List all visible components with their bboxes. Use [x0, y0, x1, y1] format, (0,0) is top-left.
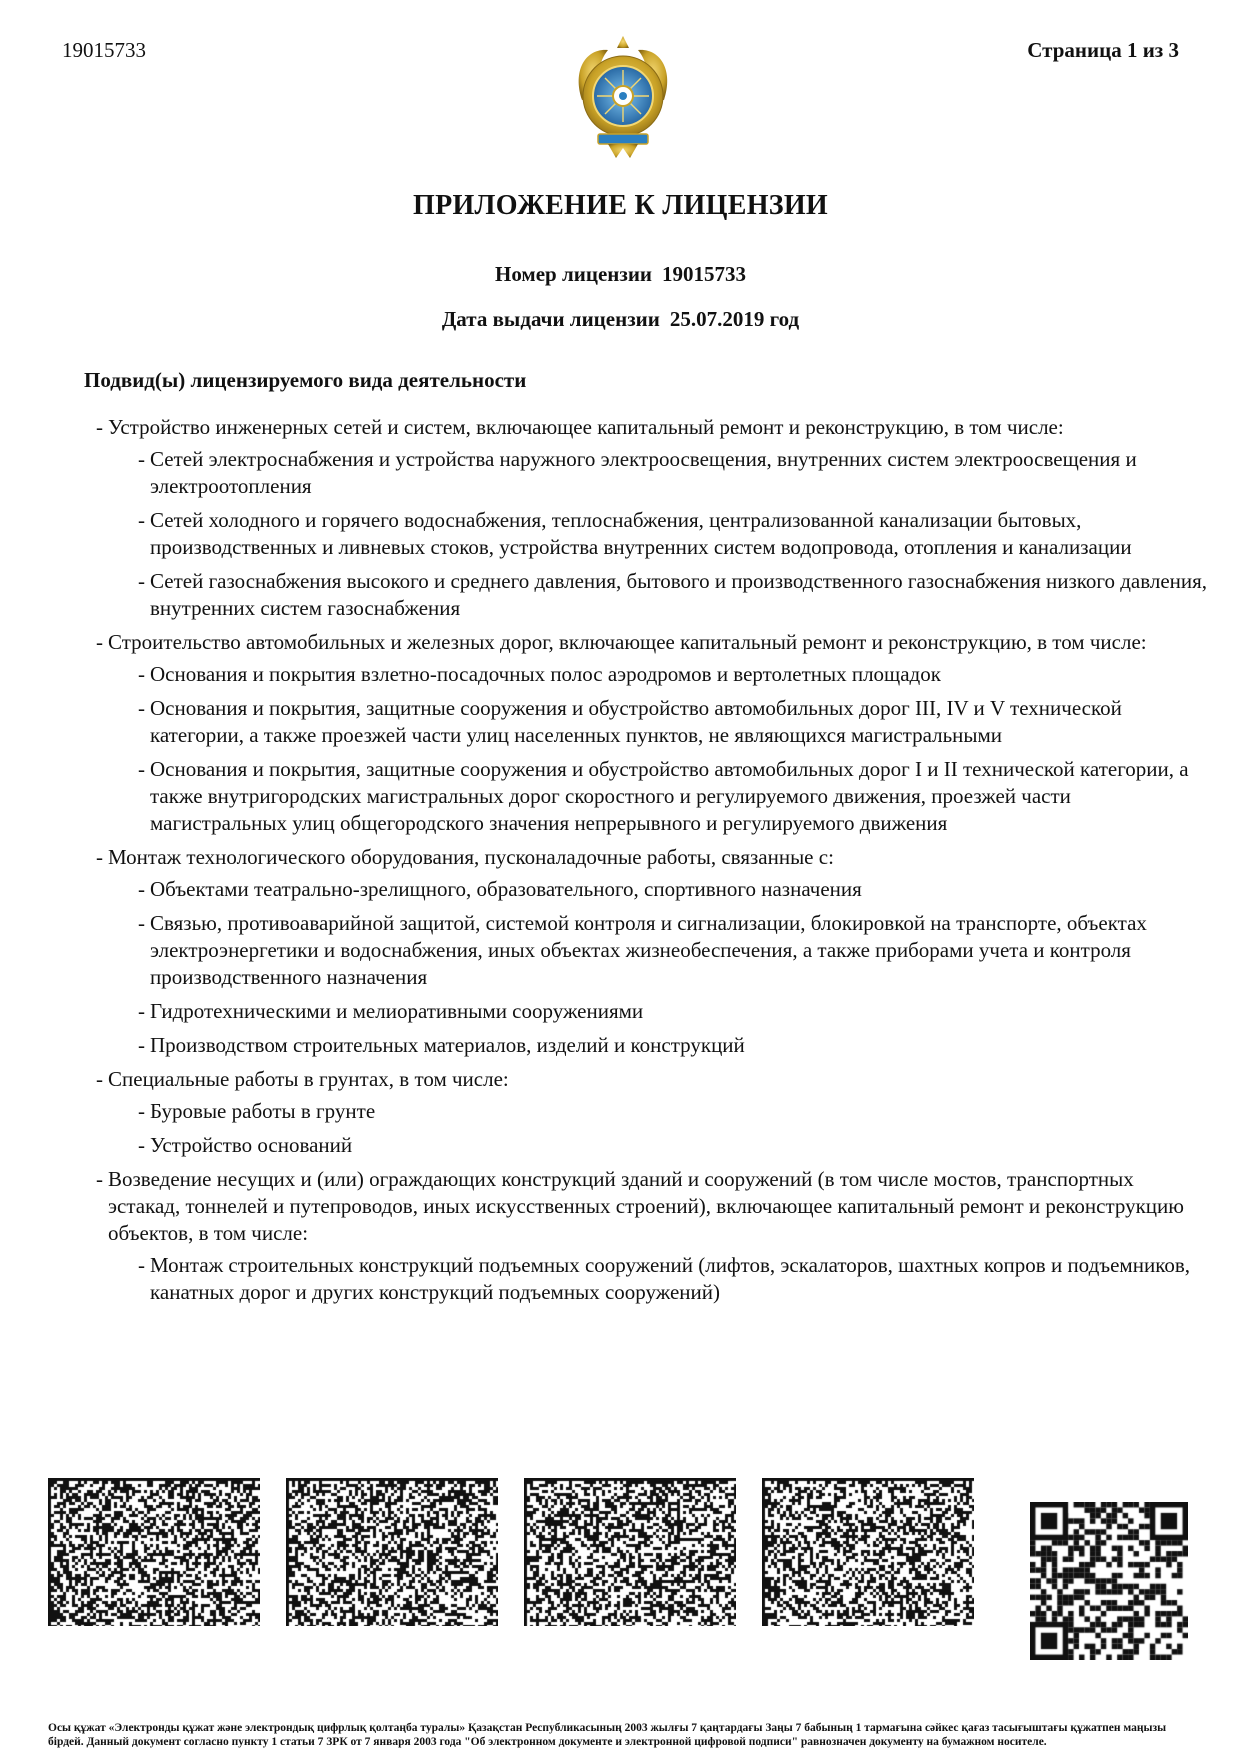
activity-subitem: - Объектами театрально-зрелищного, образовательного, спортивного назначения	[132, 876, 1210, 903]
activity-item: - Специальные работы в грунтах, в том числе:	[90, 1066, 1210, 1093]
activity-sublist	[132, 1252, 1210, 1306]
barcode-1	[48, 1478, 260, 1626]
activity-sublist	[132, 661, 1210, 837]
activity-subitem: - Сетей электроснабжения и устройства наружного электроосвещения, внутренних систем электроосвещения и электроотопления	[132, 446, 1210, 500]
issue-date-value: 25.07.2019 год	[669, 307, 800, 331]
barcode-4	[762, 1478, 974, 1626]
activity-item: - Строительство автомобильных и железных дорог, включающее капитальный ремонт и реконструкцию, в том числе:	[90, 629, 1210, 656]
header-license-number: 19015733	[62, 38, 146, 62]
issue-date-line	[0, 307, 1241, 332]
activity-subitem: - Производством строительных материалов, изделий и конструкций	[132, 1032, 1210, 1059]
license-number-line	[0, 262, 1241, 287]
activity-sublist	[132, 876, 1210, 1059]
license-number-label: Номер лицензии	[494, 262, 653, 286]
footer-kz: Осы құжат «Электронды құжат және электрондық цифрлық қолтаңба туралы» Қазақстан Республикасының 2003 жылғы 7 қаңтардағы Заңы 7 бабының 1 тармағына сәйкес қағаз тасығыштағы құжатпен маңызы бірдей.	[48, 1722, 1167, 1748]
activity-item: - Монтаж технологического оборудования, пусконаладочные работы, связанные с:	[90, 844, 1210, 871]
activity-subitem: - Основания и покрытия, защитные сооружения и обустройство автомобильных дорог I и II технической категории, а также внутригородских магистральных дорог скоростного и регулируемого движения, проезжей части магистральных улиц общегородского значения непрерывного и регулируемого движения	[132, 756, 1210, 837]
activity-item: - Устройство инженерных сетей и систем, включающее капитальный ремонт и реконструкцию, в том числе:	[90, 414, 1210, 441]
activity-subitem: - Основания и покрытия взлетно-посадочных полос аэродромов и вертолетных площадок	[132, 661, 1210, 688]
qr-code	[1030, 1502, 1188, 1660]
activity-sublist	[132, 446, 1210, 622]
legal-footer	[48, 1721, 1198, 1749]
document-title: ПРИЛОЖЕНИЕ К ЛИЦЕНЗИИ	[412, 190, 829, 221]
activity-subitem: - Связью, противоаварийной защитой, системой контроля и сигнализации, блокировкой на транспорте, объектах электроэнергетики и водоснабжения, иных объектах жизнеобеспечения, а также приборами учета и контроля производственного назначения	[132, 910, 1210, 991]
activity-sublist	[132, 1098, 1210, 1159]
activity-subitem: - Буровые работы в грунте	[132, 1098, 1210, 1125]
page-indicator: Страница 1 из 3	[1027, 38, 1179, 62]
activity-subitem: - Сетей газоснабжения высокого и среднего давления, бытового и производственного газоснабжения низкого давления, внутренних систем газоснабжения	[132, 568, 1210, 622]
license-number-value: 19015733	[662, 262, 747, 286]
activity-subitem: - Гидротехническими и мелиоративными сооружениями	[132, 998, 1210, 1025]
section-title: Подвид(ы) лицензируемого вида деятельности	[84, 368, 527, 392]
barcode-2	[286, 1478, 498, 1626]
barcode-3	[524, 1478, 736, 1626]
activity-subitem: - Монтаж строительных конструкций подъемных сооружений (лифтов, эскалаторов, шахтных копров и подъемников, канатных дорог и других конструкций подъемных сооружений)	[132, 1252, 1210, 1306]
footer-ru: Данный документ согласно пункту 1 статьи 7 ЗРК от 7 января 2003 года "Об электронном документе и электронной цифровой подписи" равнозначен документу на бумажном носителе.	[86, 1736, 1047, 1748]
activity-subitem: - Устройство оснований	[132, 1132, 1210, 1159]
activity-subitem: - Сетей холодного и горячего водоснабжения, теплоснабжения, централизованной канализации бытовых, производственных и ливневых стоков, устройства внутренних систем водопровода, отопления и канализации	[132, 507, 1210, 561]
issue-date-label: Дата выдачи лицензии	[441, 307, 660, 331]
activity-subitem: - Основания и покрытия, защитные сооружения и обустройство автомобильных дорог III, IV и V технической категории, а также проезжей части улиц населенных пунктов, не являющихся магистральными	[132, 695, 1210, 749]
activity-list	[90, 414, 1210, 1313]
activity-item: - Возведение несущих и (или) ограждающих конструкций зданий и сооружений (в том числе мостов, транспортных эстакад, тоннелей и путепроводов, иных искусственных строений), включающее капитальный ремонт и реконструкцию объектов, в том числе:	[90, 1166, 1210, 1247]
state-emblem-icon	[568, 30, 678, 162]
